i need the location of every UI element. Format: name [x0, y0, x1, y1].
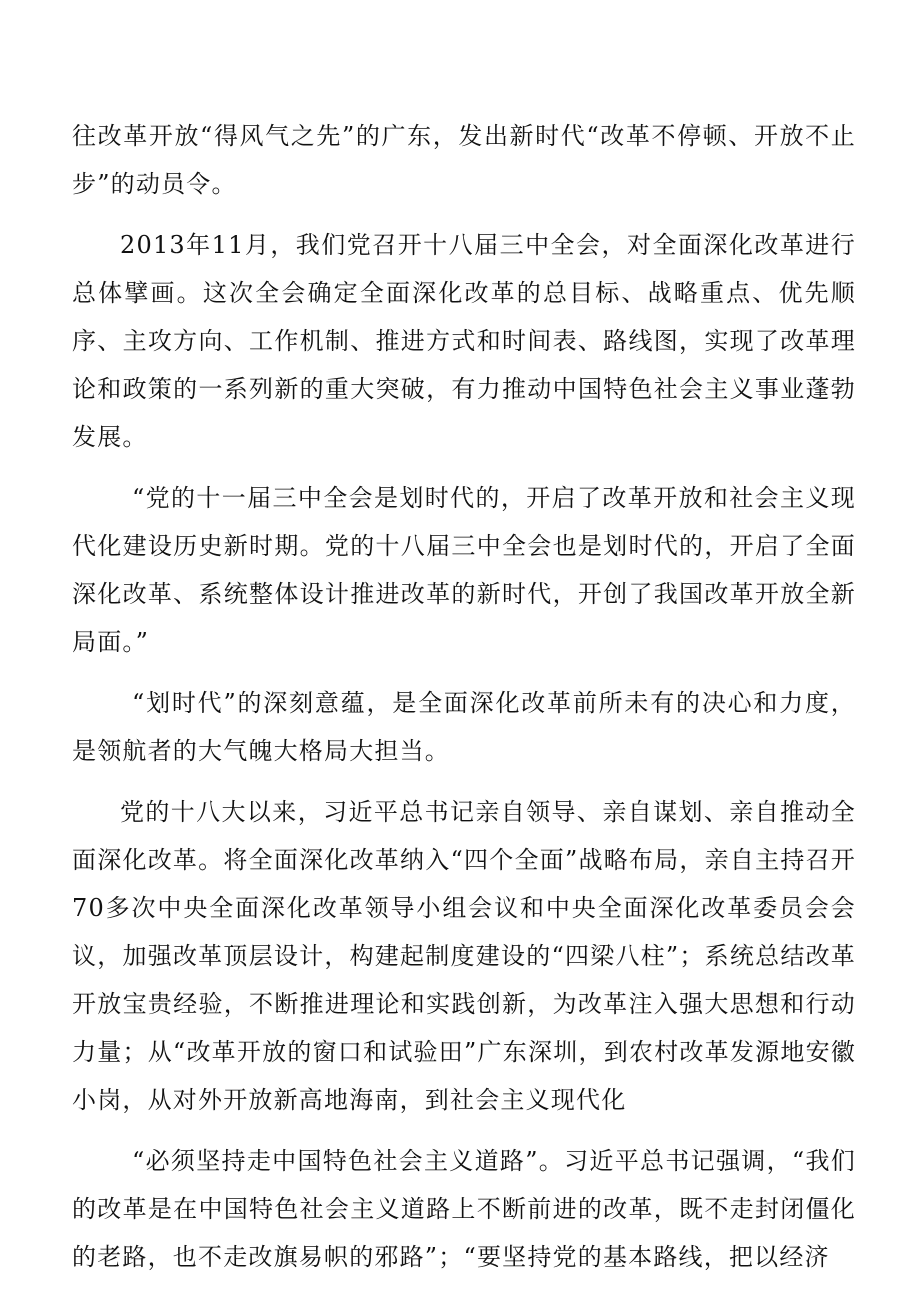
paragraph-1: 往改革开放“得风气之先”的广东，发出新时代“改革不停顿、开放不止步”的动员令。 — [72, 122, 856, 198]
paragraph-2: 2013年11月，我们党召开十八届三中全会，对全面深化改革进行总体擘画。这次全会确定全面深化改革的总目标、战略重点、优先顺序、主攻方向、工作机制、推进方式和时间表、路线图，实现了改革理论和政策的一系列新的重大突破，有力推动中国特色社会主义事业蓬勃发展。 — [72, 231, 856, 451]
paragraph-6: “必须坚持走中国特色社会主义道路”。习近平总书记强调，“我们的改革是在中国特色社会主义道路上不断前进的改革，既不走封闭僵化的老路，也不走改旗易帜的邪路”；“要坚持党的基本路线，把以经济 — [72, 1147, 856, 1271]
paragraph-4: “划时代”的深刻意蕴，是全面深化改革前所未有的决心和力度，是领航者的大气魄大格局大担当。 — [72, 689, 856, 765]
document-body — [72, 112, 856, 1281]
paragraph-3: “党的十一届三中全会是划时代的，开启了改革开放和社会主义现代化建设历史新时期。党的十八届三中全会也是划时代的，开启了全面深化改革、系统整体设计推进改革的新时代，开创了我国改革开放全新局面。” — [72, 484, 856, 656]
paragraph-5: 党的十八大以来，习近平总书记亲自领导、亲自谋划、亲自推动全面深化改革。将全面深化改革纳入“四个全面”战略布局，亲自主持召开70多次中央全面深化改革领导小组会议和中央全面深化改革委员会会议，加强改革顶层设计，构建起制度建设的“四梁八柱”；系统总结改革开放宝贵经验，不断推进理论和实践创新，为改革注入强大思想和行动力量；从“改革开放的窗口和试验田”广东深圳，到农村改革发源地安徽小岗，从对外开放新高地海南，到社会主义现代化 — [72, 798, 856, 1114]
